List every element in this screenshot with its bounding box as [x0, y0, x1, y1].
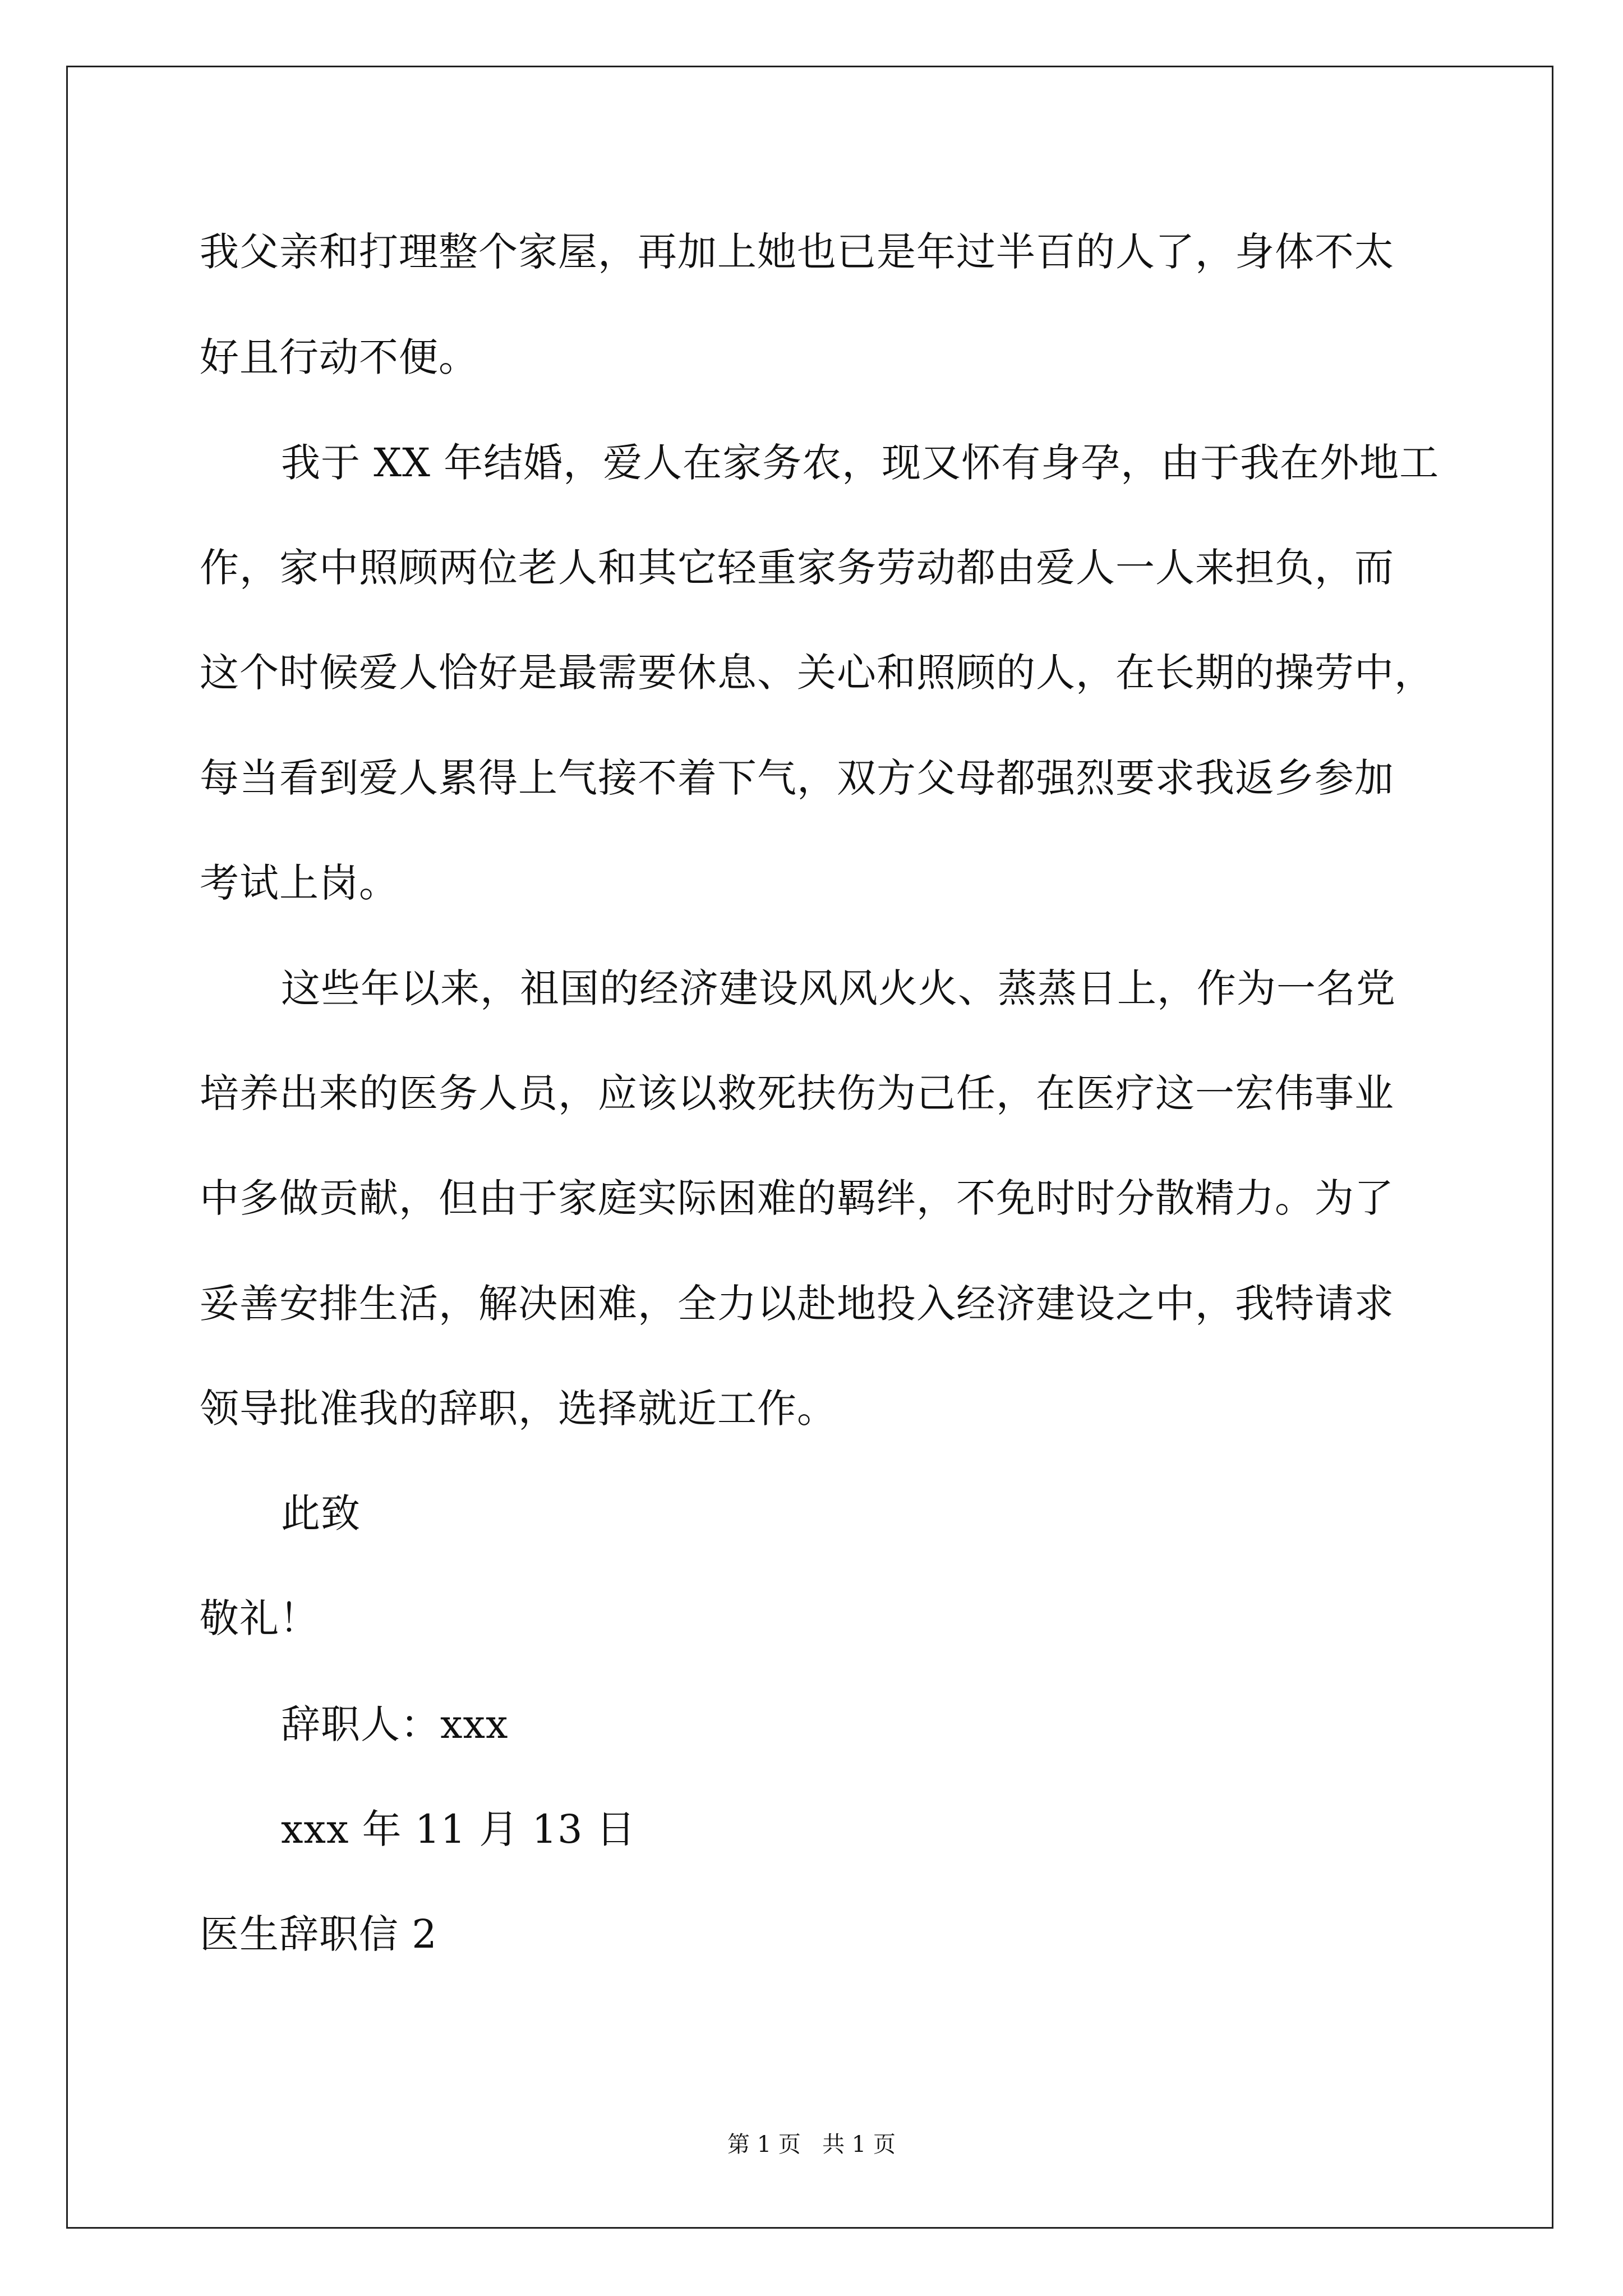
- body-text-line: 这个时候爱人恰好是最需要休息、关心和照顾的人，在长期的操劳中，: [200, 650, 1434, 696]
- section-title: 医生辞职信 2: [200, 1911, 437, 1957]
- body-text-line: 领导批准我的辞职，选择就近工作。: [200, 1386, 837, 1432]
- body-text-line: 考试上岗。: [200, 860, 399, 906]
- body-text-line: 培养出来的医务人员，应该以救死扶伤为己任，在医疗这一宏伟事业: [200, 1070, 1394, 1116]
- date-line: xxx 年 11 月 13 日: [281, 1806, 636, 1852]
- body-text-line: 好且行动不便。: [200, 334, 478, 380]
- body-text-line: 每当看到爱人累得上气接不着下气，双方父母都强烈要求我返乡参加: [200, 755, 1394, 801]
- signature-line: 辞职人：xxx: [281, 1701, 509, 1747]
- page-border: [66, 66, 1553, 2229]
- body-text-line: 中多做贡献，但由于家庭实际困难的羁绊，不免时时分散精力。为了: [200, 1175, 1394, 1221]
- body-text-line: 作，家中照顾两位老人和其它轻重家务劳动都由爱人一人来担负，而: [200, 545, 1394, 591]
- paragraph-start-line: 这些年以来，祖国的经济建设风风火火、蒸蒸日上，作为一名党: [281, 965, 1396, 1011]
- body-text-line: 妥善安排生活，解决困难，全力以赴地投入经济建设之中，我特请求: [200, 1281, 1394, 1327]
- closing-phrase: 此致: [281, 1490, 361, 1536]
- salutation: 敬礼！: [200, 1595, 319, 1641]
- body-text-line: 我父亲和打理整个家屋，再加上她也已是年过半百的人了，身体不太: [200, 229, 1394, 275]
- paragraph-start-line: 我于 XX 年结婚，爱人在家务农，现又怀有身孕，由于我在外地工: [281, 440, 1440, 486]
- page-footer: 第 1 页 共 1 页: [727, 2132, 896, 2157]
